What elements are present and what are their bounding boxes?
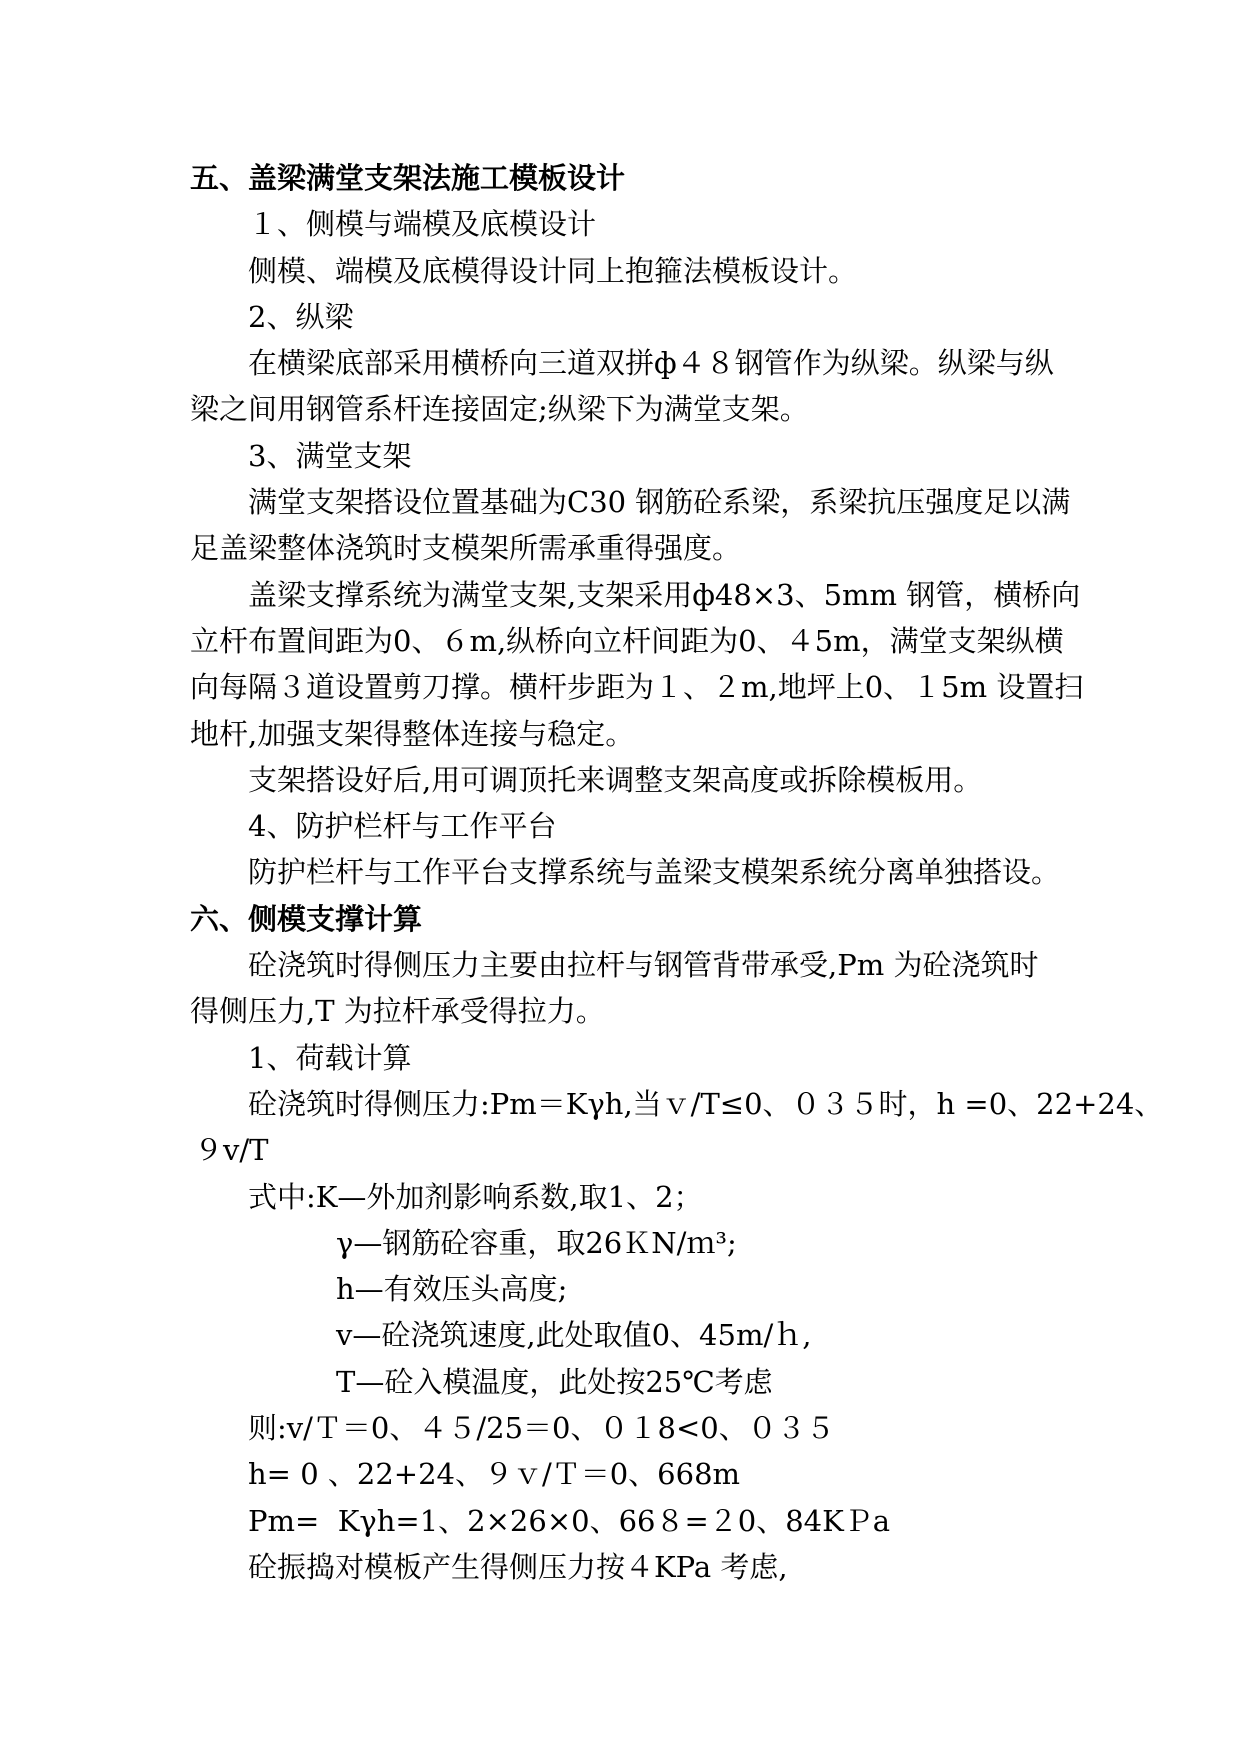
- variable-definition: h—有效压头高度;: [336, 1272, 568, 1307]
- body-line: 支架搭设好后,用可调顶托来调整支架高度或拆除模板用。: [248, 762, 983, 797]
- subsection-title: 3、满堂支架: [248, 438, 412, 473]
- subsection-longitudinal-beam: [190, 294, 1200, 433]
- body-line: 得侧压力,T 为拉杆承受得拉力。: [190, 994, 605, 1029]
- subsection-title: １、侧模与端模及底模设计: [248, 207, 597, 242]
- formula: [190, 1081, 1200, 1174]
- paragraph: [190, 572, 1200, 757]
- body-line: 地杆,加强支架得整体连接与稳定。: [190, 716, 635, 751]
- calculation-line: h= 0 、22+24、９ｖ/Ｔ＝0、668m: [248, 1457, 741, 1492]
- body-line: 盖梁支撑系统为满堂支架,支架采用ф48×3、5mm 钢管，横桥向: [248, 577, 1081, 612]
- calculation: [190, 1405, 1200, 1590]
- body-line: 足盖梁整体浇筑时支模架所需承重得强度。: [190, 531, 742, 566]
- paragraph: [190, 757, 1200, 803]
- section-6: [190, 896, 1200, 1590]
- formula-line: 砼浇筑时得侧压力:Pm＝Kγh,当ｖ/T≤0、０３５时，h =0、22+24、: [248, 1086, 1164, 1121]
- variable-definition: γ—钢筋砼容重，取26ＫN/ｍ³;: [336, 1225, 737, 1260]
- body-line: 向每隔３道设置剪刀撑。横杆步距为１、２m,地坪上0、１5m 设置扫: [190, 670, 1084, 705]
- subsection-guardrail-platform: [190, 803, 1200, 896]
- subsection-title: 4、防护栏杆与工作平台: [248, 809, 557, 844]
- subsection-title: 2、纵梁: [248, 299, 354, 334]
- body-line: 在横梁底部采用横桥向三道双拼ф４８钢管作为纵梁。纵梁与纵: [248, 346, 1054, 381]
- section-heading: 六、侧模支撑计算: [190, 901, 423, 936]
- section-heading: 五、盖梁满堂支架法施工模板设计: [190, 161, 626, 195]
- body-line: 满堂支架搭设位置基础为C30 钢筋砼系梁，系梁抗压强度足以满: [248, 485, 1071, 520]
- subsection-side-end-bottom-formwork: [190, 201, 1200, 294]
- paragraph: [190, 479, 1200, 572]
- subsection-title: 1、荷载计算: [248, 1040, 412, 1075]
- subsection-load-calculation: [190, 1035, 1200, 1591]
- calculation-line: 则:v/Ｔ＝0、４５/25＝0、０１8<0、０３５: [248, 1411, 835, 1446]
- body-line: 立杆布置间距为0、６m,纵桥向立杆间距为0、４5m，满堂支架纵横: [190, 623, 1064, 658]
- calculation-line: Pm= Kγh=1、2×26×0、66８=２0、84KＰa: [248, 1503, 891, 1538]
- paragraph: [190, 942, 1200, 1035]
- subsection-full-scaffold: [190, 433, 1200, 803]
- body-line: 侧模、端模及底模得设计同上抱箍法模板设计。: [248, 253, 858, 288]
- variable-definition: T—砼入模温度，此处按25℃考虑: [336, 1364, 773, 1399]
- body-line: 砼浇筑时得侧压力主要由拉杆与钢管背带承受,Pm 为砼浇筑时: [248, 948, 1039, 983]
- section-5: [190, 155, 1200, 896]
- variable-definition: 式中:K—外加剂影响系数,取1、2；: [248, 1179, 703, 1214]
- document-body: [190, 155, 1200, 1590]
- body-line: 梁之间用钢管系杆连接固定;纵梁下为满堂支架。: [190, 392, 809, 427]
- variable-definitions: [190, 1174, 1200, 1405]
- calculation-line: 砼振捣对模板产生得侧压力按４KPa 考虑,: [248, 1549, 788, 1584]
- variable-definition: v—砼浇筑速度,此处取值0、45m/ｈ,: [336, 1318, 812, 1353]
- formula-line: ９v/T: [194, 1133, 269, 1168]
- body-line: 防护栏杆与工作平台支撑系统与盖梁支模架系统分离单独搭设。: [248, 855, 1061, 890]
